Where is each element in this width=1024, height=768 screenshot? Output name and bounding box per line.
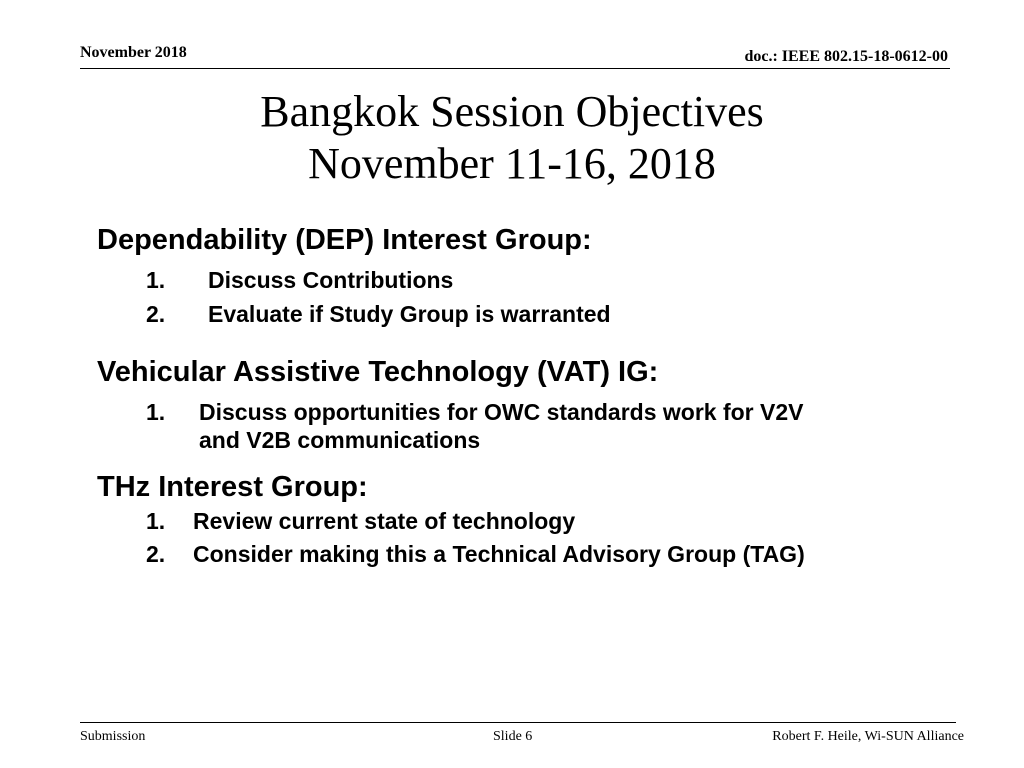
list-item-number: 1. <box>146 399 166 425</box>
header-date: November 2018 <box>80 44 187 61</box>
thz-list <box>146 505 805 571</box>
list-item-number: 1. <box>146 267 166 293</box>
footer-submission: Submission <box>80 729 146 744</box>
list-item <box>146 505 805 538</box>
list-item-text: Discuss Contributions <box>208 267 454 293</box>
header-doc-id: doc.: IEEE 802.15-18-0612-00 <box>744 48 948 65</box>
list-item-text: Consider making this a Technical Advisory Group (TAG) <box>193 541 805 567</box>
slide-title <box>0 86 1024 190</box>
list-item-text: Review current state of technology <box>193 508 576 534</box>
vat-heading: Vehicular Assistive Technology (VAT) IG: <box>97 356 659 388</box>
dep-list <box>146 263 611 331</box>
list-item <box>146 297 611 331</box>
list-item <box>146 398 803 454</box>
list-item-number: 2. <box>146 301 166 327</box>
header-divider <box>80 68 950 69</box>
footer-divider <box>80 722 956 723</box>
footer-author: Robert F. Heile, Wi-SUN Alliance <box>772 729 964 744</box>
list-item-number: 1. <box>146 508 166 534</box>
list-item-number: 2. <box>146 541 166 567</box>
list-item-text-line2: and V2B communications <box>199 427 481 453</box>
list-item-text-line1: Discuss opportunities for OWC standards work for V2V <box>199 399 804 425</box>
slide-title-line2: November 11-16, 2018 <box>308 139 716 188</box>
slide-title-line1: Bangkok Session Objectives <box>260 87 764 136</box>
dep-heading: Dependability (DEP) Interest Group: <box>97 224 592 256</box>
vat-list <box>146 398 803 454</box>
list-item <box>146 538 805 571</box>
footer-slide-number: Slide 6 <box>493 729 533 744</box>
list-item <box>146 263 611 297</box>
list-item-text: Evaluate if Study Group is warranted <box>208 301 611 327</box>
thz-heading: THz Interest Group: <box>97 471 368 503</box>
